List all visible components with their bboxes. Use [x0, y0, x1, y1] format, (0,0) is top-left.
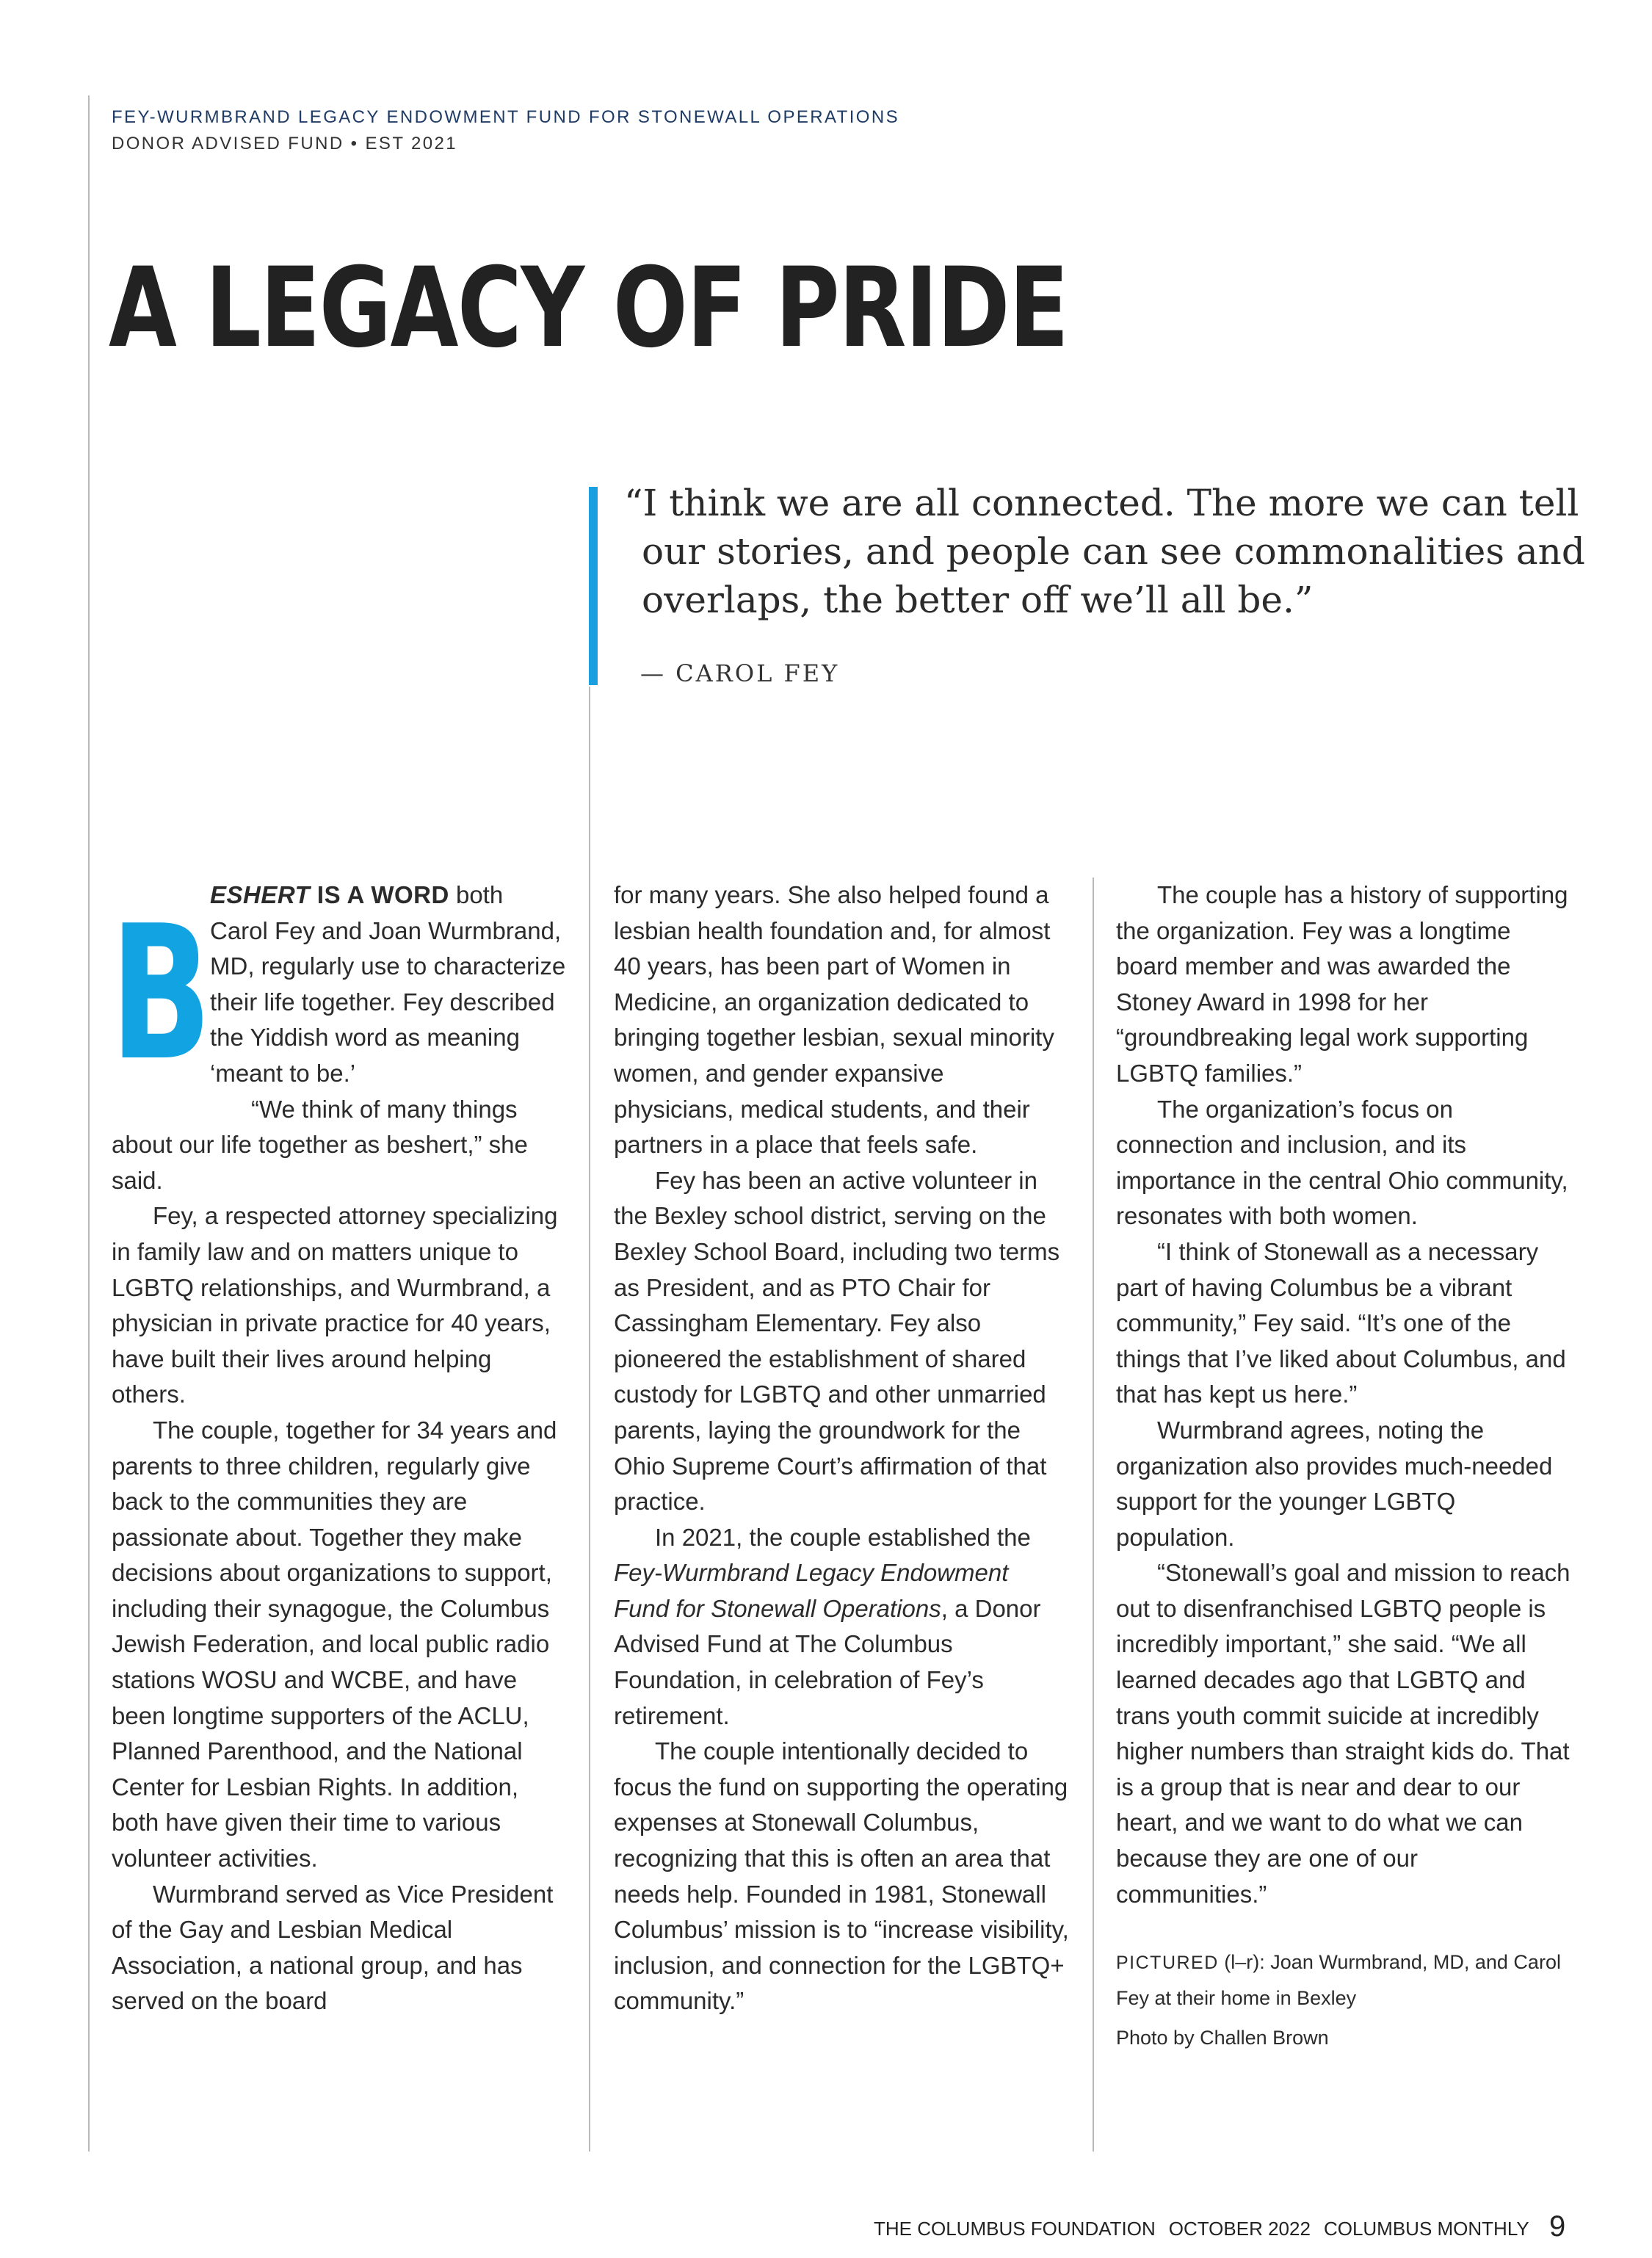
- article-column-3: [1116, 877, 1571, 2055]
- paragraph-text: both Carol Fey and Joan Wurmbrand, MD, regularly use to characterize their life together. Fey described the Yiddish word as meaning ‘meant to be.’: [210, 881, 566, 1087]
- article-paragraph: “I think of Stonewall as a necessary part of having Columbus be a vibrant community,” Fey said. “It’s one of the things that I’ve liked about Columbus, and that has kept us here.”: [1116, 1237, 1566, 1408]
- photo-credit: Photo by Challen Brown: [1116, 2027, 1329, 2049]
- lead-in-bold: IS A WORD: [310, 881, 449, 908]
- footer-magazine: COLUMBUS MONTHLY: [1323, 2218, 1529, 2240]
- fund-name-italic: Fey-Wurmbrand Legacy Endowment Fund for Stonewall Operations: [614, 1559, 1009, 1622]
- photo-caption: [1116, 1944, 1571, 2055]
- article-paragraph: [614, 1520, 1069, 1734]
- article-paragraph: Fey has been an active volunteer in the Bexley school district, serving on the Bexley School Board, including two terms as President, and as PTO Chair for Cassingham Elementary. Fey also pioneered the establishment of shared custody for LGBTQ and other unmarried parents, laying the groundwork for the Ohio Supreme Court’s affirmation of that practice.: [614, 1166, 1060, 1516]
- fund-name: FEY-WURMBRAND LEGACY ENDOWMENT FUND FOR STONEWALL OPERATIONS: [112, 107, 899, 127]
- article-paragraph: The couple has a history of supporting the organization. Fey was a longtime board member and was awarded the Stoney Award in 1998 for her “groundbreaking legal work supporting LGBTQ families.”: [1116, 881, 1568, 1087]
- column-rule-1: [589, 687, 590, 2152]
- article-paragraph: “We think of many things about our life together as beshert,” she said.: [112, 1095, 528, 1194]
- paragraph-text: , a Donor Advised Fund at The Columbus Foundation, in celebration of Fey’s retirement.: [614, 1594, 1041, 1729]
- page-title: A LEGACY OF PRIDE: [109, 245, 1068, 372]
- fund-type: DONOR ADVISED FUND • EST 2021: [112, 134, 458, 153]
- pull-quote-attribution: — CAROL FEY: [640, 659, 840, 687]
- footer-publisher: THE COLUMBUS FOUNDATION: [874, 2218, 1156, 2240]
- caption-description: (l–r): Joan Wurmbrand, MD, and Carol Fey at their home in Bexley: [1116, 1951, 1561, 2010]
- drop-cap: B: [110, 886, 212, 1101]
- article-paragraph: for many years. She also helped found a lesbian health foundation and, for almost 40 years, has been part of Women in Medicine, an organization dedicated to bringing together lesbian, sexual minority women, and gender expansive physicians, medical students, and their partners in a place that feels safe.: [614, 881, 1054, 1159]
- article-paragraph: The organization’s focus on connection and inclusion, and its importance in the central Ohio community, resonates with both women.: [1116, 1095, 1568, 1230]
- header-kicker: [112, 104, 899, 157]
- article-paragraph: Fey, a respected attorney specializing in family law and on matters unique to LGBTQ relationships, and Wurmbrand, a physician in private practice for 40 years, have built their lives around helping others.: [112, 1202, 558, 1408]
- column-rule-2: [1093, 877, 1094, 2152]
- page-footer: [874, 2218, 1608, 2240]
- lead-in: [210, 881, 449, 908]
- caption-text: [1116, 1944, 1571, 2016]
- caption-label: PICTURED: [1116, 1953, 1219, 1974]
- article-paragraph: Wurmbrand served as Vice President of the Gay and Lesbian Medical Association, a national group, and has served on the board: [112, 1880, 554, 2015]
- pull-quote-accent-bar: [589, 487, 598, 685]
- article-paragraph: The couple intentionally decided to focus the fund on supporting the operating expenses at Stonewall Columbus, recognizing that this is often an area that needs help. Founded in 1981, Stonewall Columbus’ mission is to “increase visibility, inclusion, and connection for the LGBTQ+ community.”: [614, 1737, 1069, 2015]
- paragraph-text: In 2021, the couple established the: [655, 1523, 1031, 1551]
- article-column-2: [614, 877, 1069, 2019]
- footer-issue: OCTOBER 2022: [1168, 2218, 1311, 2240]
- pull-quote-text: “I think we are all connected. The more we can tell our stories, and people can see commonalities and overlaps, the better off we’ll all be.”: [624, 482, 1585, 621]
- lead-in-italic: ESHERT: [210, 881, 311, 908]
- pull-quote: [624, 479, 1601, 698]
- article-column-1: [112, 877, 567, 2019]
- article-paragraph: Wurmbrand agrees, noting the organization also provides much-needed support for the younger LGBTQ population.: [1116, 1416, 1553, 1551]
- article-paragraph: “Stonewall’s goal and mission to reach out to disenfranchised LGBTQ people is incredibly important,” she said. “We all learned decades ago that LGBTQ and trans youth commit suicide at incredibly higher numbers than straight kids do. That is a group that is near and dear to our heart, and we want to do what we can because they are one of our communities.”: [1116, 1559, 1571, 1908]
- left-margin-rule: [88, 95, 90, 2152]
- article-paragraph: [110, 877, 567, 1101]
- article-paragraph: The couple, together for 34 years and parents to three children, regularly give back to the communities they are passionate about. Together they make decisions about organizations to support, including their synagogue, the Columbus Jewish Federation, and local public radio stations WOSU and WCBE, and have been longtime supporters of the ACLU, Planned Parenthood, and the National Center for Lesbian Rights. In addition, both have given their time to various volunteer activities.: [112, 1416, 557, 1872]
- page-number: 9: [1549, 2210, 1566, 2243]
